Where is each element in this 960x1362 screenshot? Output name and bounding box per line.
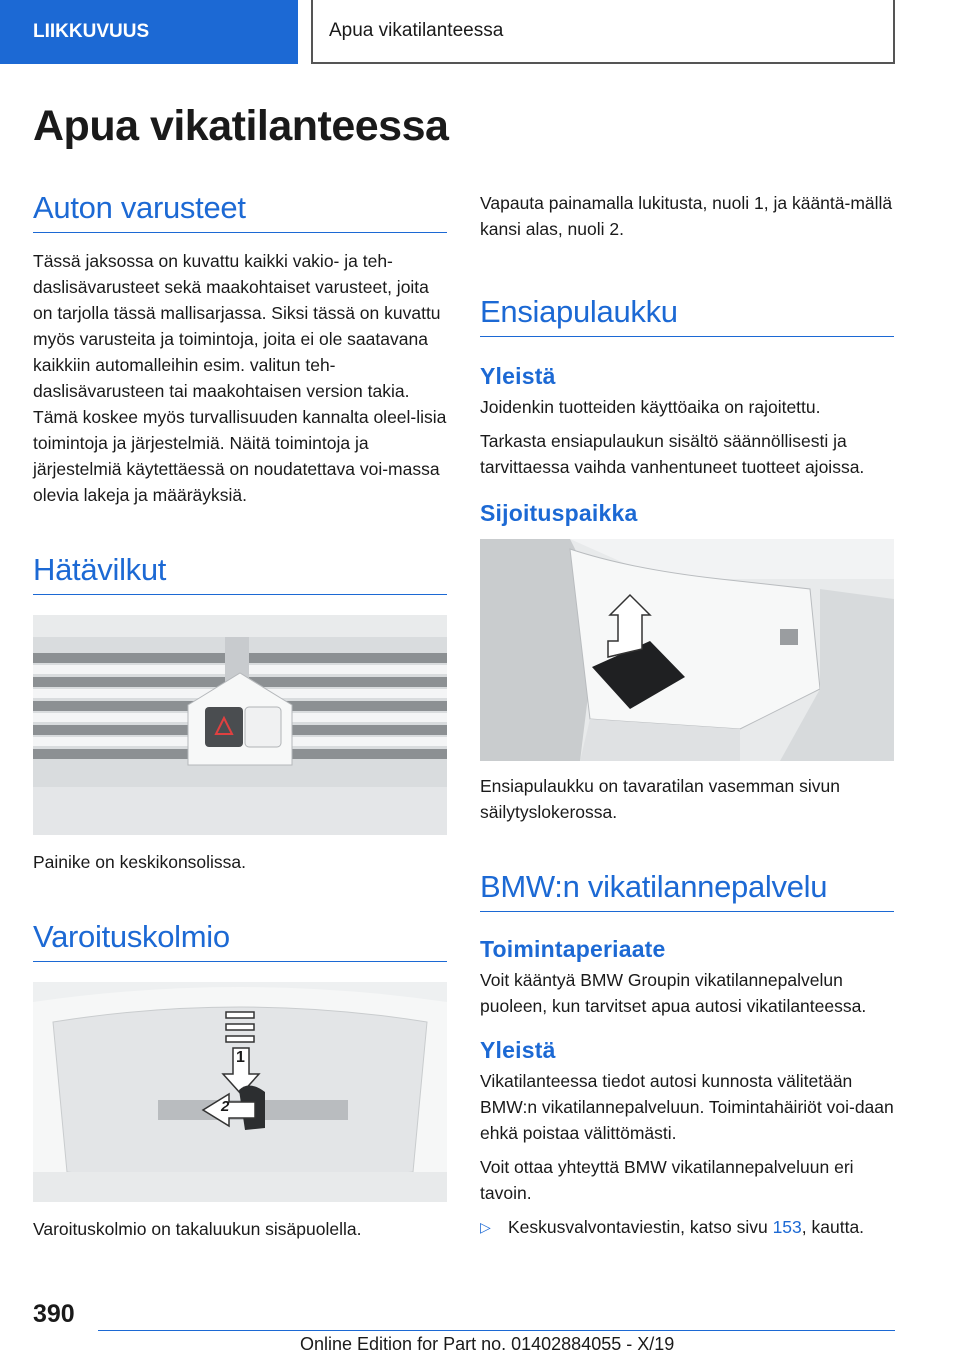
header-section-label: LIIKKUVUUS bbox=[33, 21, 150, 42]
left-column bbox=[33, 190, 447, 1242]
release-instruction: Vapauta painamalla lukitusta, nuoli 1, ja kääntä-mällä kansi alas, nuoli 2. bbox=[480, 193, 893, 239]
page-number: 390 bbox=[33, 1300, 75, 1328]
bullet-text-before: Keskusvalvontaviestin, katso sivu bbox=[508, 1217, 773, 1237]
header-section-tab bbox=[0, 0, 298, 64]
heading-ensiapulaukku: Ensiapulaukku bbox=[480, 294, 894, 337]
footer-divider bbox=[98, 1330, 895, 1331]
heading-varoituskolmio: Varoituskolmio bbox=[33, 919, 447, 962]
varoituskolmio-caption: Varoituskolmio on takaluukun sisäpuolella. bbox=[33, 1219, 362, 1239]
heading-bmw-vikatilannepalvelu: BMW:n vikatilannepalvelu bbox=[480, 869, 894, 912]
footer-edition: Online Edition for Part no. 01402884055 - X/19 bbox=[300, 1334, 675, 1354]
yleista-1-text-1: Joidenkin tuotteiden käyttöaika on rajoitettu. bbox=[480, 397, 821, 417]
page-title: Apua vikatilanteessa bbox=[33, 102, 449, 150]
right-column bbox=[480, 190, 894, 1240]
heading-hatavilkut: Hätävilkut bbox=[33, 552, 447, 595]
arrow-label-1: 1 bbox=[236, 1049, 245, 1066]
warning-triangle-image bbox=[33, 982, 447, 1202]
yleista-2-text-1: Vikatilanteessa tiedot autosi kunnosta välitetään BMW:n vikatilannepalveluun. Toimintahäiriöt voi-daan ehkä poistaa välittömästi. bbox=[480, 1071, 894, 1143]
ensiapulaukku-caption: Ensiapulaukku on tavaratilan vasemman sivun säilytyslokerossa. bbox=[480, 776, 840, 822]
arrow-label-2: 2 bbox=[221, 1098, 230, 1115]
page-link-153[interactable]: 153 bbox=[772, 1217, 802, 1237]
yleista-1-text-2: Tarkasta ensiapulaukun sisältö säännöllisesti ja tarvittaessa vaihda vanhentuneet tuotteet ajoissa. bbox=[480, 431, 865, 477]
bullet-text-after: , kautta. bbox=[801, 1217, 865, 1237]
heading-yleista-1: Yleistä bbox=[480, 363, 556, 389]
yleista-2-text-2: Voit ottaa yhteyttä BMW vikatilannepalveluun eri tavoin. bbox=[480, 1157, 854, 1203]
hatavilkut-caption: Painike on keskikonsolissa. bbox=[33, 852, 247, 872]
heading-sijoituspaikka: Sijoituspaikka bbox=[480, 500, 638, 526]
auton-varusteet-text: Tässä jaksossa on kuvattu kaikki vakio- ja teh-daslisävarusteet sekä maakohtaiset varusteet, joita on tarjolla tässä mallisarjassa. Siksi tässä on kuvattu myös varusteita ja toimintoja, joita ei ole saatavana kaikkiin automalleihin esim. valitun teh-daslisävarusteen tai maakohtaisen version takia. Tämä koskee myös turvallisuuden kannalta oleel-lisia toimintoja ja järjestelmiä. Näitä toimintoja ja järjestelmiä käytettäessä on noudatettava voi-massa olevia lakeja ja määräyksiä. bbox=[33, 251, 447, 505]
header-chapter-label: Apua vikatilanteessa bbox=[329, 20, 504, 41]
header-chapter-box bbox=[311, 0, 895, 64]
heading-yleista-2: Yleistä bbox=[480, 1037, 556, 1063]
toimintaperiaate-text: Voit kääntyä BMW Groupin vikatilannepalvelun puoleen, kun tarvitset apua autosi vikatilanteessa. bbox=[480, 970, 867, 1016]
bullet-item bbox=[480, 1214, 894, 1240]
first-aid-location-image bbox=[480, 539, 894, 761]
heading-toimintaperiaate: Toimintaperiaate bbox=[480, 936, 666, 962]
bullet-text bbox=[508, 1214, 864, 1240]
triangle-bullet-icon: ▷ bbox=[480, 1219, 491, 1235]
hazard-switch-image bbox=[33, 615, 447, 835]
heading-auton-varusteet: Auton varusteet bbox=[33, 190, 447, 233]
